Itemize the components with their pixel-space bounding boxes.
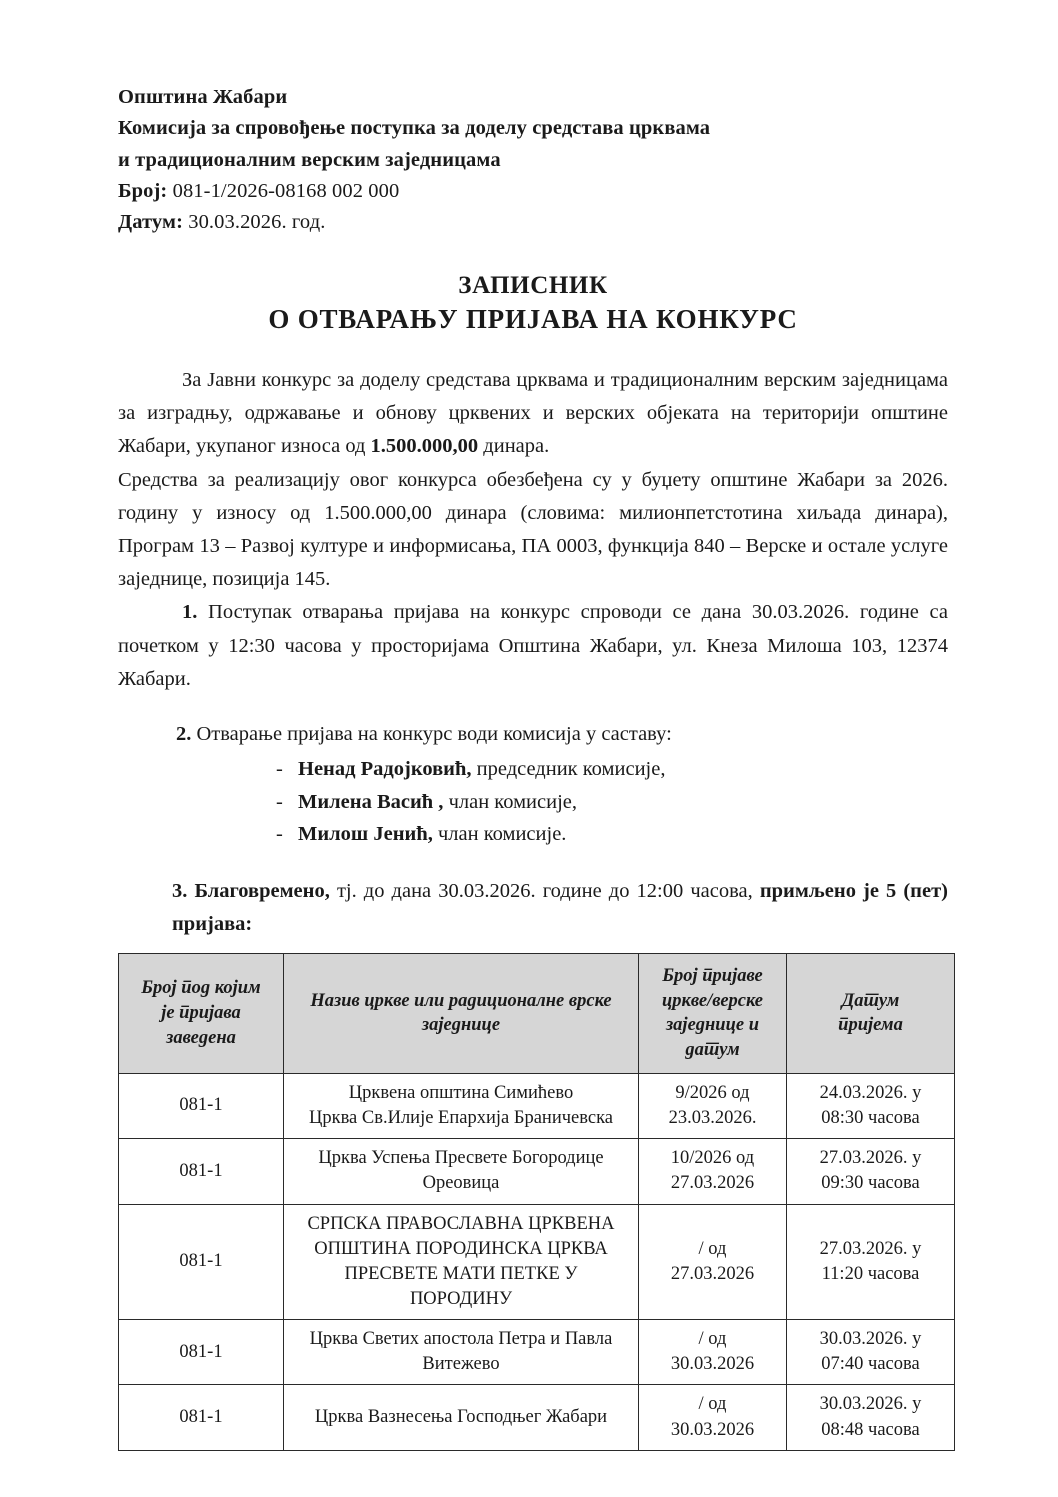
bullet-dash: - [276, 790, 283, 813]
table-body [119, 1073, 955, 1450]
cell-line: СРПСКА ПРАВОСЛАВНА ЦРКВЕНА [307, 1213, 615, 1234]
column-header-registration-number [119, 953, 284, 1073]
paragraph-intro-text-b: динара. [478, 435, 550, 458]
cell-registration-number: 081-1 [119, 1320, 284, 1385]
table-row [119, 1204, 955, 1320]
document-number-value: 081-1/2026-08168 002 000 [172, 180, 400, 203]
cell-application-number [639, 1139, 787, 1204]
list-item [276, 786, 948, 819]
header-line: је пријава [161, 1002, 241, 1023]
header-line: заједнице и [665, 1015, 760, 1036]
paragraph-item-1 [118, 596, 948, 696]
list-item [276, 818, 948, 851]
document-date-value: 30.03.2026. год. [188, 211, 326, 234]
commission-section [118, 718, 948, 851]
column-header-application-number [639, 953, 787, 1073]
header-line: Назив цркве или радиционалне врске [310, 990, 612, 1011]
cell-line: 9/2026 од [675, 1082, 750, 1103]
cell-line: 07:40 часова [821, 1354, 920, 1375]
member-role: члан комисије. [432, 823, 567, 846]
item-2-text: Отварање пријава на конкурс води комисија у саставу: [191, 722, 672, 745]
cell-registration-number: 081-1 [119, 1385, 284, 1450]
header-line: заведена [166, 1027, 236, 1048]
cell-line: / од [698, 1329, 727, 1350]
cell-line: Црква Вазнесења Господњег Жабари [314, 1407, 608, 1428]
cell-received-date [787, 1073, 955, 1138]
document-number-label: Број: [118, 180, 168, 203]
cell-line: 30.03.2026 [670, 1419, 755, 1440]
cell-line: 08:30 часова [821, 1108, 920, 1129]
cell-line: ОПШТИНА ПОРОДИНСКА ЦРКВА [314, 1238, 608, 1259]
column-header-received-date [787, 953, 955, 1073]
cell-church-name [284, 1204, 639, 1320]
cell-application-number [639, 1073, 787, 1138]
cell-line: Црквена општина Симићево [348, 1082, 574, 1103]
cell-line: 23.03.2026. [668, 1108, 757, 1129]
member-role: председник комисије, [471, 757, 666, 780]
cell-line: 10/2026 од [670, 1148, 755, 1169]
cell-application-number [639, 1385, 787, 1450]
letterhead [118, 82, 948, 239]
header-line: пријема [838, 1015, 903, 1036]
bullet-dash: - [276, 757, 283, 780]
document-date-row [118, 207, 948, 238]
cell-line: 09:30 часова [821, 1173, 920, 1194]
cell-line: 30.03.2026. у [819, 1329, 922, 1350]
member-name: Милош Јенић, [298, 823, 433, 846]
cell-line: 27.03.2026 [670, 1173, 755, 1194]
table-header [119, 953, 955, 1073]
cell-received-date [787, 1139, 955, 1204]
bullet-dash: - [276, 823, 283, 846]
paragraph-item-2 [118, 718, 948, 751]
cell-line: Витежево [422, 1354, 500, 1375]
document-number-row [118, 176, 948, 207]
total-amount: 1.500.000,00 [370, 435, 479, 458]
table-header-row [119, 953, 955, 1073]
table-row [119, 1320, 955, 1385]
cell-application-number [639, 1204, 787, 1320]
item-3-bold-end: примљено је 5 (пет) пријава: [172, 880, 948, 935]
cell-church-name [284, 1385, 639, 1450]
cell-line: Црква Светих апостола Петра и Павла [309, 1329, 613, 1350]
item-3-bold-start: 3. Благовремено, [172, 880, 330, 903]
cell-application-number [639, 1320, 787, 1385]
member-role: члан комисије, [443, 790, 578, 813]
cell-church-name [284, 1139, 639, 1204]
cell-line: ПРЕСВЕТЕ МАТИ ПЕТКЕ У [344, 1263, 578, 1284]
paragraph-intro-text-a: За Јавни конкурс за доделу средстава црквама и традиционалним верским заједницама за изградњу, одржавање и обнову црквених и верских објеката на територији општине Жабари, укупаног износа од [118, 368, 948, 458]
cell-line: Црква Успења Пресвете Богородице [318, 1148, 604, 1169]
column-header-church-name [284, 953, 639, 1073]
organization-name: Општина Жабари [118, 86, 288, 108]
table-row [119, 1385, 955, 1450]
document-content [118, 82, 948, 1451]
header-line: датум [685, 1040, 740, 1061]
table-row [119, 1139, 955, 1204]
commission-member-list [118, 753, 948, 851]
document-date-label: Датум: [118, 211, 183, 234]
header-line: Број под којим [141, 978, 261, 999]
table-row [119, 1073, 955, 1138]
cell-line: 24.03.2026. у [819, 1082, 922, 1103]
cell-line: 30.03.2026 [670, 1354, 755, 1375]
commission-name-line-2: и традиционалним верским заједницама [118, 148, 501, 171]
cell-line: Црква Св.Илије Епархија Браничевска [308, 1108, 614, 1129]
item-2-number: 2. [176, 722, 192, 745]
item-1-number: 1. [182, 601, 198, 624]
header-line: Број пријаве [662, 965, 763, 986]
page-title [118, 269, 948, 338]
header-line: цркве/верске [661, 990, 764, 1011]
cell-line: / од [698, 1238, 727, 1259]
item-3-regular-text: тј. до дана 30.03.2026. године до 12:00 часова, [329, 880, 760, 903]
cell-line: Ореовица [422, 1173, 500, 1194]
cell-line: 08:48 часова [821, 1419, 920, 1440]
list-item [276, 753, 948, 786]
cell-church-name [284, 1073, 639, 1138]
commission-name-line-1: Комисија за спровођење поступка за доделу средстава црквама [118, 117, 711, 140]
cell-received-date [787, 1385, 955, 1450]
paragraph-competition-intro [118, 364, 948, 464]
cell-registration-number: 081-1 [119, 1073, 284, 1138]
cell-line: 27.03.2026. у [819, 1148, 922, 1169]
member-name: Ненад Радојковић, [298, 757, 472, 780]
paragraph-item-3 [118, 875, 948, 941]
cell-received-date [787, 1320, 955, 1385]
title-line-1: ЗАПИСНИК [458, 271, 608, 299]
cell-line: 30.03.2026. у [819, 1394, 922, 1415]
member-name: Милена Васић , [298, 790, 444, 813]
item-1-text: Поступак отварања пријава на конкурс спроводи се дана 30.03.2026. године са почетком у 12:30 часова у просторијама Општина Жабари, ул. Кнеза Милоша 103, 12374 Жабари. [118, 601, 948, 690]
paragraph-funding-source: Средства за реализацију овог конкурса обезбеђена су у буџету општине Жабари за 2026. годину у износу од 1.500.000,00 динара (словима: милионпетстотина хиљада динара), Програм 13 – Развој културе и информисања, ПА 0003, функција 840 – Верске и остале услуге заједнице, позиција 145. [118, 468, 948, 591]
cell-line: 27.03.2026. у [819, 1238, 922, 1259]
header-line: Датум [841, 990, 900, 1011]
cell-registration-number: 081-1 [119, 1204, 284, 1320]
cell-line: ПОРОДИНУ [409, 1288, 513, 1309]
cell-line: 11:20 часова [821, 1263, 920, 1284]
title-line-2: О ОТВАРАЊУ ПРИЈАВА НА КОНКУРС [268, 304, 798, 335]
cell-registration-number: 081-1 [119, 1139, 284, 1204]
cell-line: / од [698, 1394, 727, 1415]
applications-table [118, 953, 955, 1451]
body-text [118, 364, 948, 696]
cell-received-date [787, 1204, 955, 1320]
cell-line: 27.03.2026 [670, 1263, 755, 1284]
cell-church-name [284, 1320, 639, 1385]
header-line: заједнице [421, 1015, 501, 1036]
